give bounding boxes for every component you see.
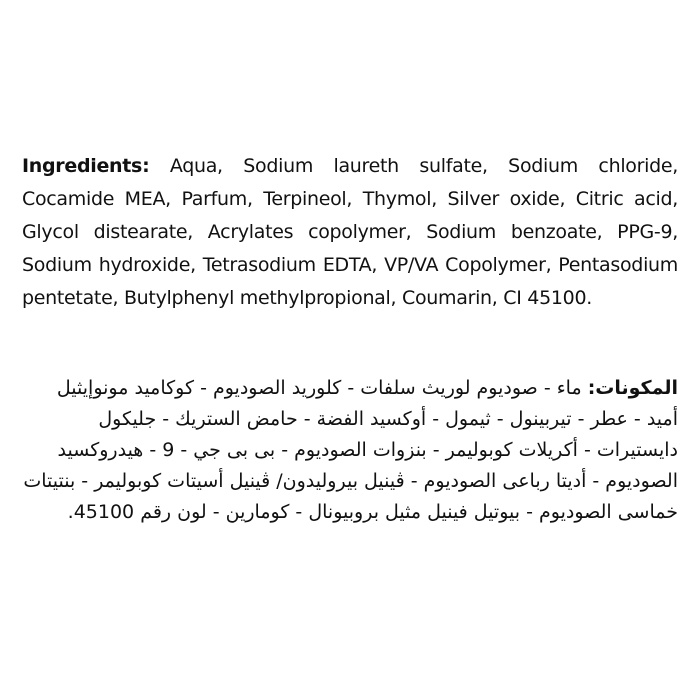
english-ingredients-text: Aqua, Sodium laureth sulfate, Sodium chloride, Cocamide MEA, Parfum, Terpineol, Thymol, Silver oxide, Citric acid, Glycol distearate, Acrylates copolymer, Sodium benzoate, PPG-9, Sodium hydroxide, Tetrasodium EDTA, VP/VA Copolymer, Pentasodium pentetate, Butylphenyl methylpropional, Coumarin, CI 45100. [22,155,678,309]
english-ingredients-label: Ingredients: [22,155,150,177]
arabic-ingredients-text: ماء - صوديوم لوريث سلفات - كلوريد الصوديوم - كوكاميد مونوإيثيل أميد - عطر - تيربينول - ثيمول - أوكسيد الفضة - حامض الستريك - جليكول دايستيرات - أكريلات كوبوليمر - بنزوات الصوديوم - بى بى جي - 9 - هيدروكسيد الصوديوم - أديتا رباعى الصوديوم - ڤينيل بيروليدون/ ڤينيل أسيتات كوبوليمر - بنتيتات خماسى الصوديوم - بيوتيل فينيل مثيل بروبيونال - كومارين - لون رقم 45100. [23,377,678,523]
arabic-ingredients-label: المكونات: [587,377,678,399]
english-ingredients-paragraph [22,150,678,315]
arabic-ingredients-paragraph [22,373,678,528]
